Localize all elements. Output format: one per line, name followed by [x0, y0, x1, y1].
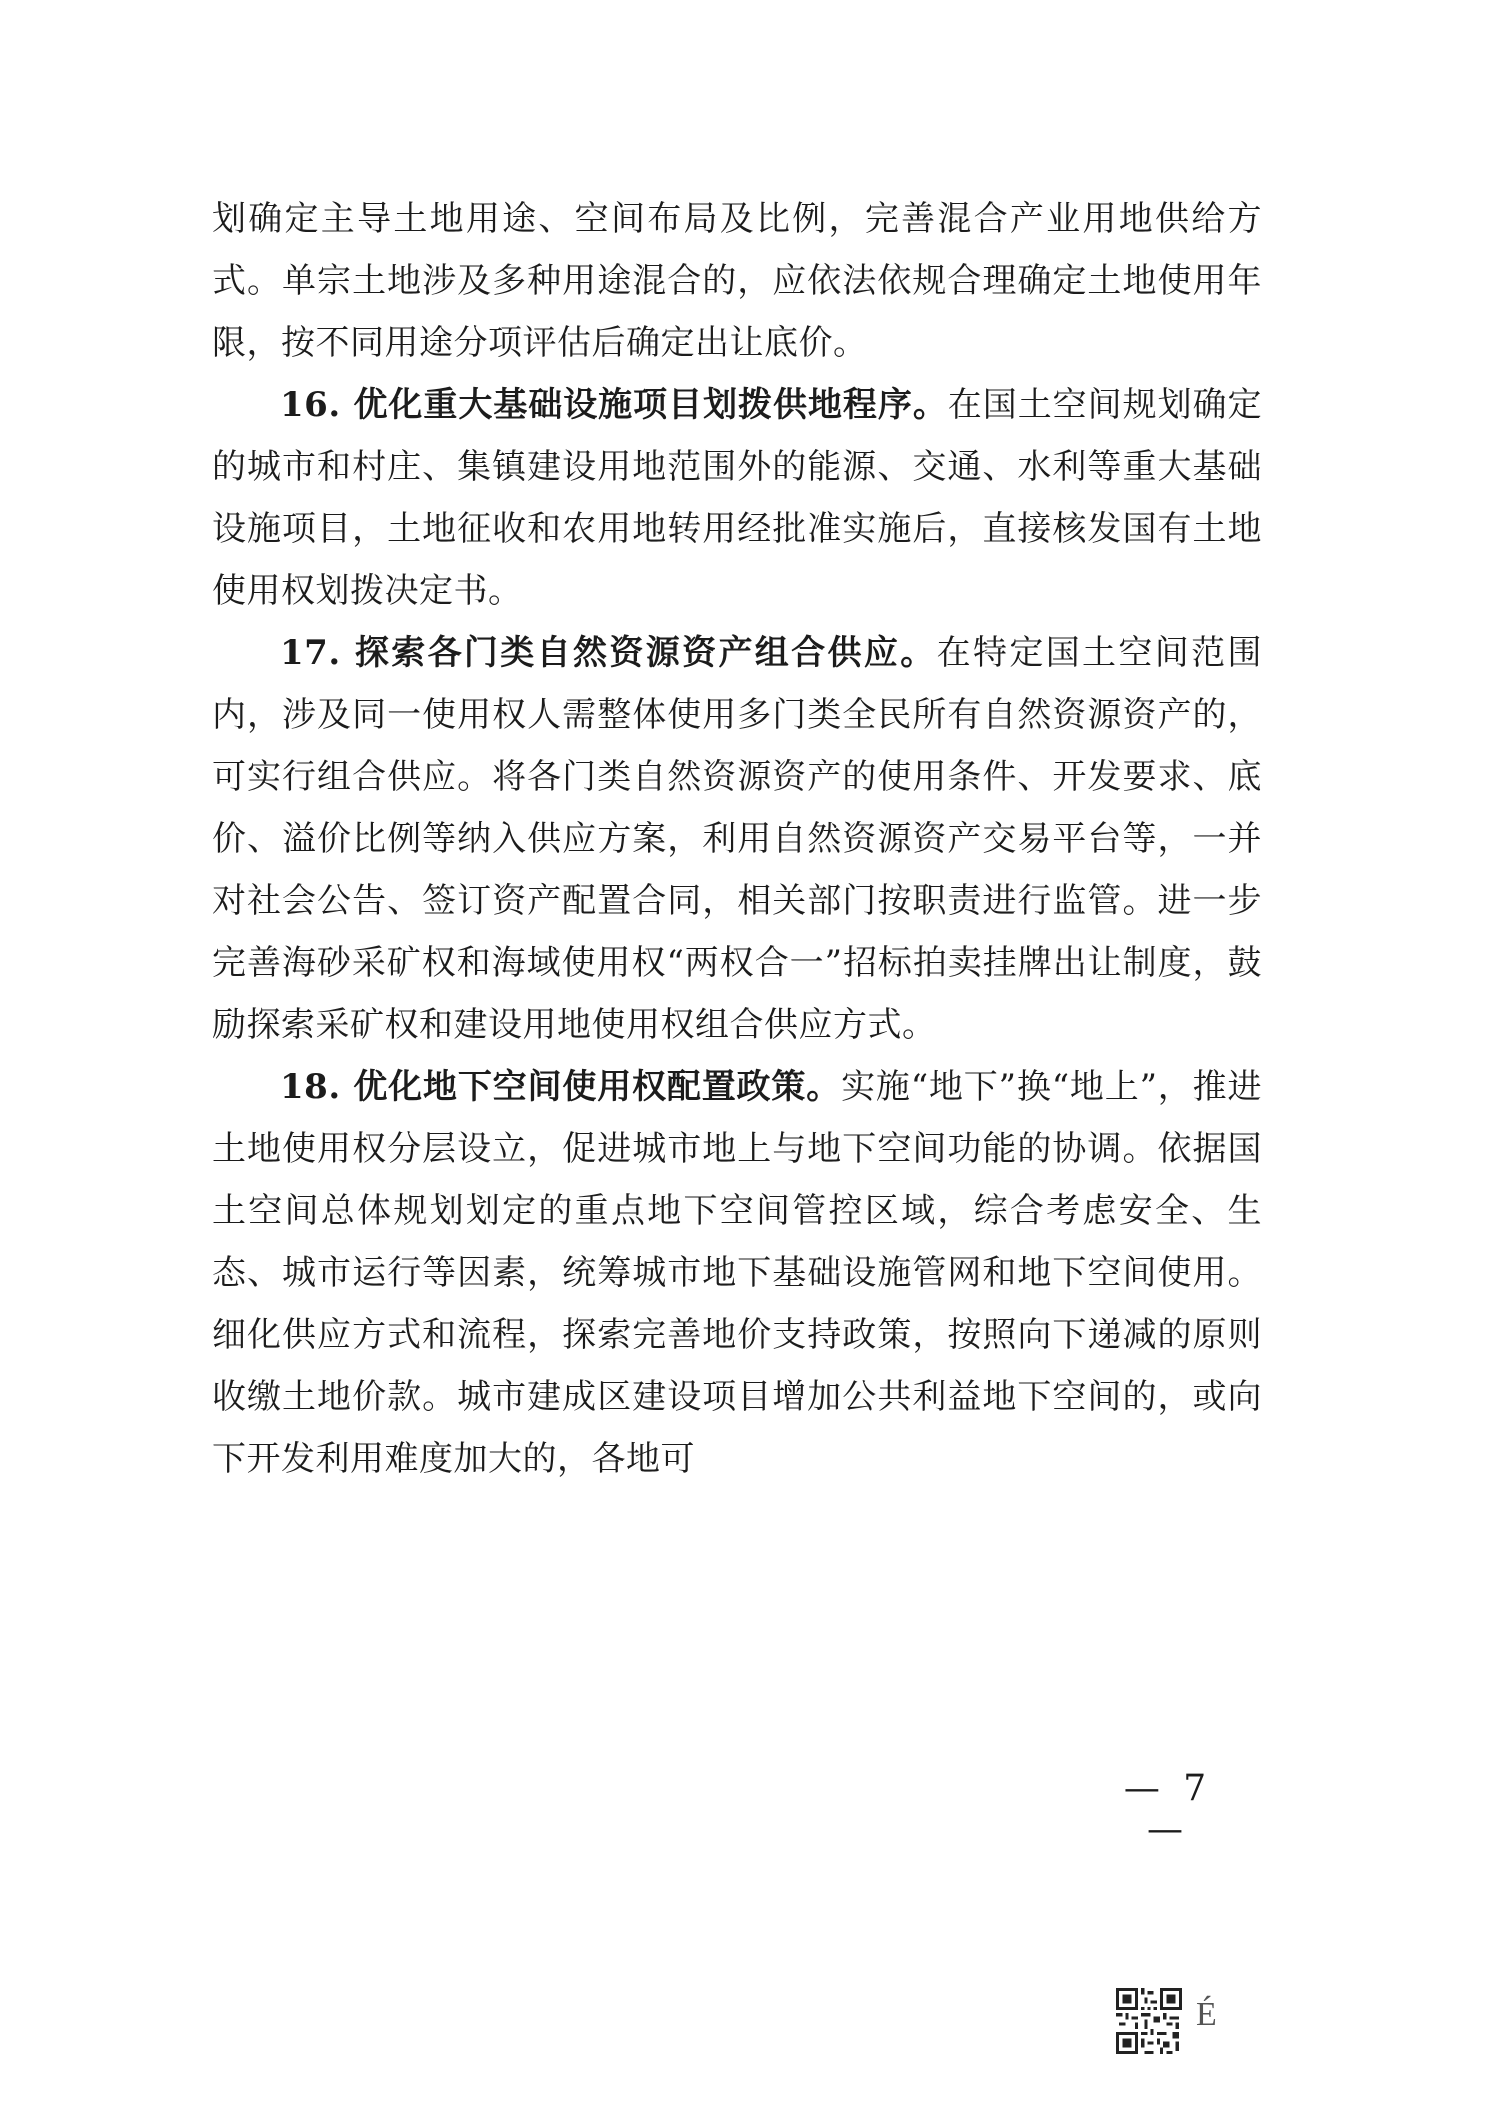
paragraph-text: 在特定国土空间范围内，涉及同一使用权人需整体使用多门类全民所有自然资源资产的，可实行组合供应。将各门类自然资源资产的使用条件、开发要求、底价、溢价比例等纳入供应方案，利用自然资源资产交易平台等，一并对社会公告、签订资产配置合同，相关部门按职责进行监管。进一步完善海砂采矿权和海域使用权“两权合一”招标拍卖挂牌出让制度，鼓励探索采矿权和建设用地使用权组合供应方式。: [212, 633, 1262, 1045]
paragraph-continuation: [212, 188, 1262, 374]
paragraph-16: [212, 374, 1262, 622]
body-text: [212, 188, 1262, 1490]
paragraph-heading: 17. 探索各门类自然资源资产组合供应。: [280, 633, 937, 673]
paragraph-text: 在国土空间规划确定的城市和村庄、集镇建设用地范围外的能源、交通、水利等重大基础设施项目，土地征收和农用地转用经批准实施后，直接核发国有土地使用权划拨决定书。: [212, 385, 1262, 611]
qr-code-icon[interactable]: [1116, 1988, 1182, 2054]
paragraph-text: 划确定主导土地用途、空间布局及比例，完善混合产业用地供给方式。单宗土地涉及多种用途混合的，应依法依规合理确定土地使用年限，按不同用途分项评估后确定出让底价。: [212, 199, 1262, 363]
page-number: — 7 —: [1123, 1768, 1213, 1850]
qr-caption-glyph: É: [1196, 1996, 1217, 2033]
paragraph-17: [212, 622, 1262, 1056]
paragraph-18: [212, 1056, 1262, 1490]
paragraph-text: 实施“地下”换“地上”，推进土地使用权分层设立，促进城市地上与地下空间功能的协调。依据国土空间总体规划划定的重点地下空间管控区域，综合考虑安全、生态、城市运行等因素，统筹城市地下基础设施管网和地下空间使用。细化供应方式和流程，探索完善地价支持政策，按照向下递减的原则收缴土地价款。城市建成区建设项目增加公共利益地下空间的，或向下开发利用难度加大的，各地可: [212, 1067, 1262, 1479]
paragraph-heading: 16. 优化重大基础设施项目划拨供地程序。: [280, 385, 948, 425]
paragraph-heading: 18. 优化地下空间使用权配置政策。: [280, 1067, 842, 1107]
